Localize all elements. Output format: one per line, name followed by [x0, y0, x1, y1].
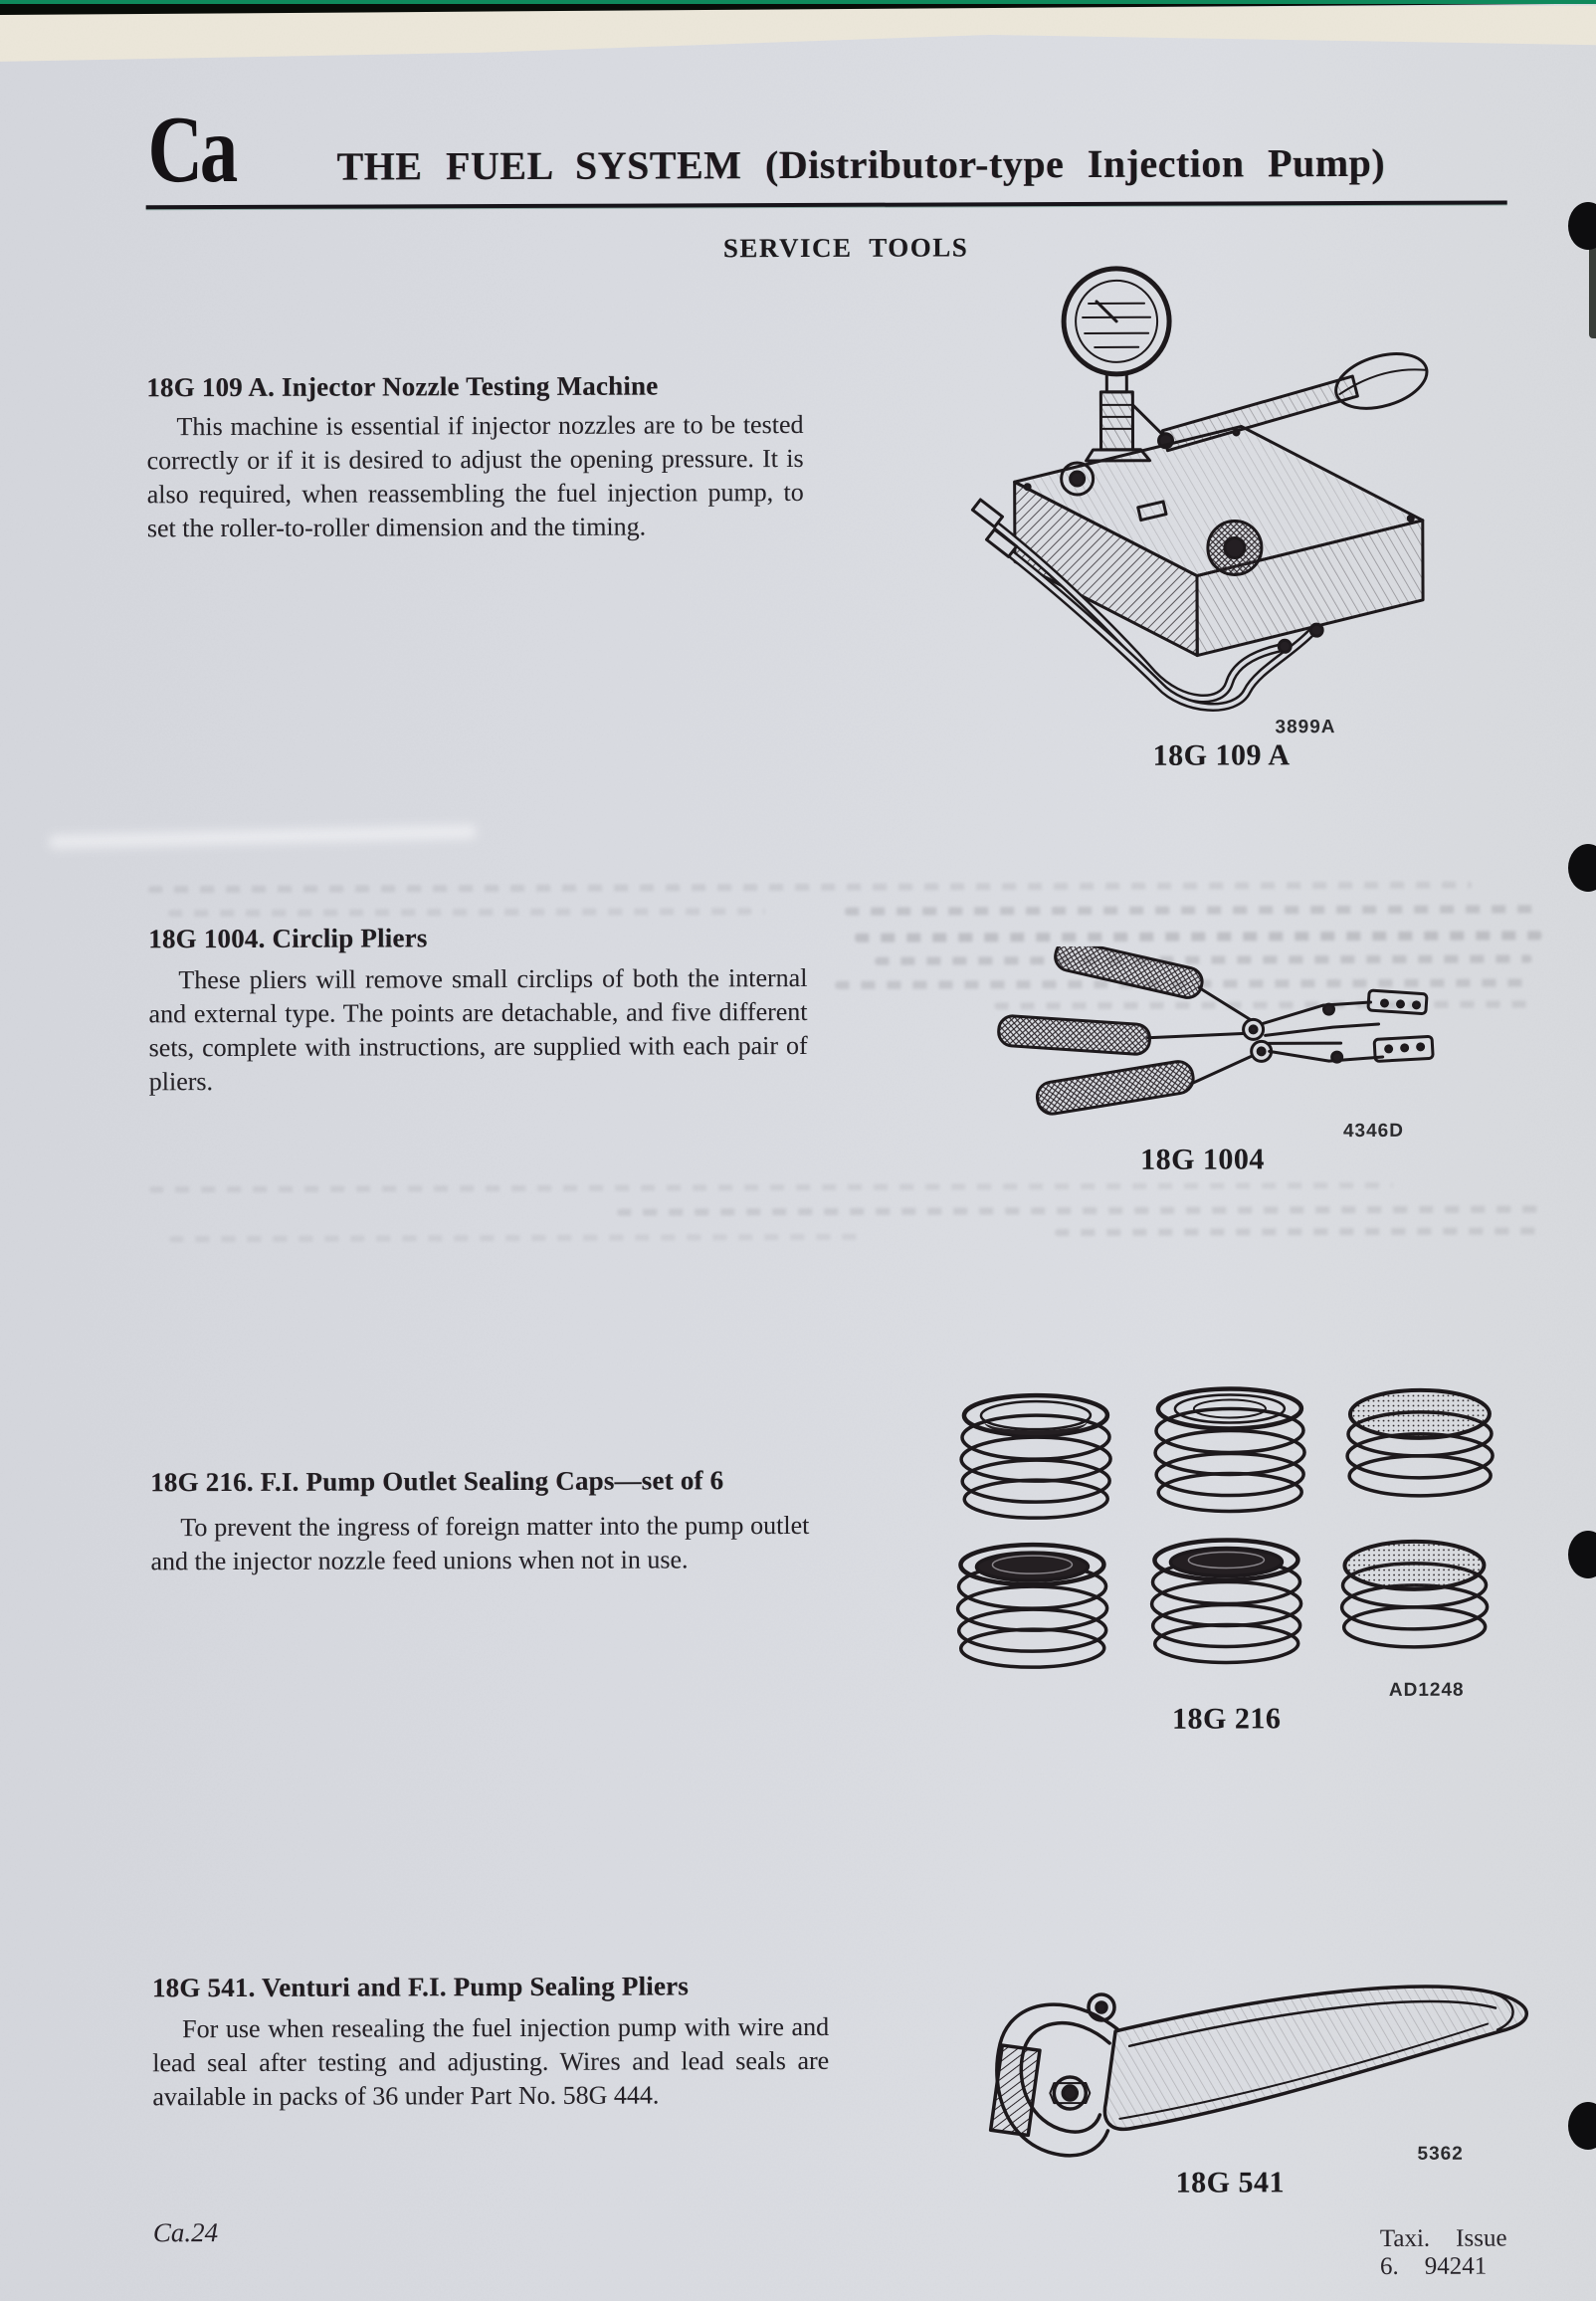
figure-caption-18g1004: 18G 1004 [1139, 1143, 1265, 1176]
figure-caption-18g216: 18G 216 [1171, 1702, 1282, 1736]
footer-page-number: Ca.24 [152, 2217, 219, 2248]
page-subtitle: SERVICE TOOLS [722, 232, 969, 264]
tool-heading-18g216: 18G 216. F.I. Pump Outlet Sealing Caps—set of 6 [150, 1465, 724, 1498]
tool-heading-18g109a: 18G 109 A. Injector Nozzle Testing Machine [146, 370, 659, 403]
footer-print-code: 94241 [1424, 2252, 1488, 2280]
page-title: THE FUEL SYSTEM (Distributor-type Injection Pump) [336, 139, 1386, 189]
pump-outlet-sealing-caps-illustration [944, 1373, 1527, 1686]
tool-description-18g109a: This machine is essential if injector nozzles are to be tested correctly or if it is desired to adjust the opening pressure. It is also required, when reassembling the fuel injection pump, to set the roller-to-roller dimension and the timing. [146, 409, 804, 543]
scan-noise-line [845, 905, 1541, 915]
paper-crease [49, 825, 477, 850]
tool-description-18g541: For use when resealing the fuel injection pump with wire and lead seal after testing and adjusting. Wires and lead seals are available in packs of 36 under Part No. 58G 444. [152, 2011, 830, 2112]
scan-noise-line [168, 908, 765, 917]
tool-heading-18g541: 18G 541. Venturi and F.I. Pump Sealing Pliers [151, 1971, 690, 2003]
figure-code-4346d: 4346D [1342, 1120, 1404, 1143]
figure-code-3899a: 3899A [1275, 717, 1336, 738]
circlip-pliers-illustration [992, 945, 1441, 1132]
injector-nozzle-testing-machine-illustration [967, 255, 1447, 725]
scan-noise-line [149, 1182, 1393, 1192]
footer-vehicle: Taxi. [1379, 2224, 1431, 2252]
scan-top-green-line [0, 0, 1596, 4]
footer-issue: Issue 6. [1379, 2224, 1507, 2280]
tool-description-18g1004: These pliers will remove small circlips of both the internal and external type. The points are detachable, and five different sets, complete with instructions, are supplied with each pair of pliers. [148, 962, 808, 1097]
section-tab-code: Ca [147, 95, 236, 203]
figure-code-5362: 5362 [1417, 2143, 1464, 2165]
figure-caption-18g541: 18G 541 [1175, 2166, 1286, 2199]
tool-description-18g216: To prevent the ingress of foreign matter into the pump outlet and the injector nozzle feed unions when not in use. [150, 1510, 810, 1576]
scan-noise-line [1055, 1227, 1542, 1236]
figure-code-ad1248: AD1248 [1388, 1679, 1465, 1701]
scan-edge-mark [1589, 239, 1596, 338]
scan-noise-line [855, 931, 1541, 941]
footer-print-info [1380, 2224, 1596, 2281]
scan-noise-line [169, 1234, 866, 1242]
header-rule [146, 201, 1507, 210]
venturi-sealing-pliers-illustration [950, 1950, 1558, 2218]
figure-caption-18g109a: 18G 109 A [1152, 738, 1291, 772]
tool-heading-18g1004: 18G 1004. Circlip Pliers [148, 923, 428, 954]
scan-noise-line [148, 882, 1472, 894]
scan-noise-line [617, 1205, 1542, 1215]
